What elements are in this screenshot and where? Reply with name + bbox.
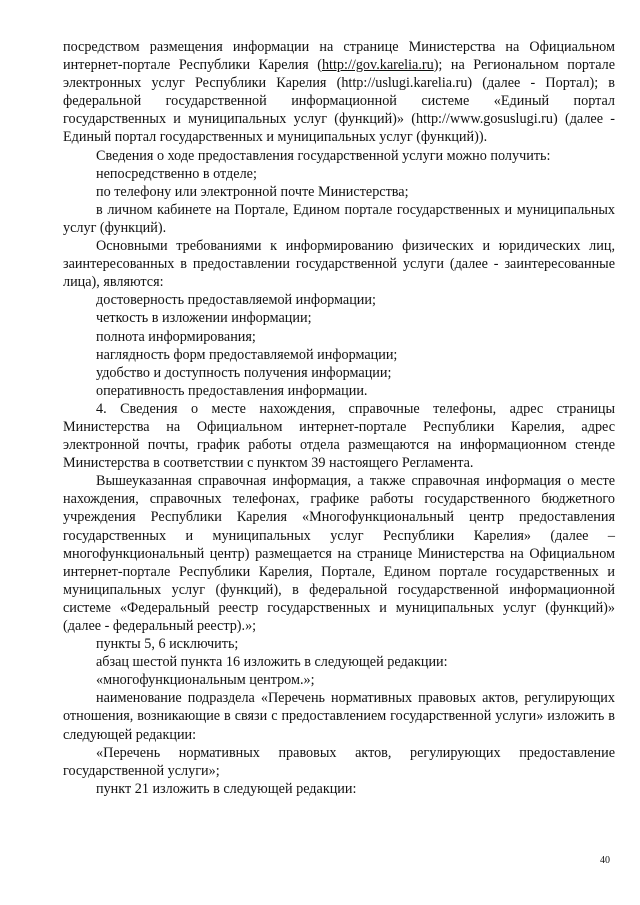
paragraph: Сведения о ходе предоставления государственной услуги можно получить: — [96, 147, 551, 164]
list-item: по телефону или электронной почте Министерства; — [96, 183, 409, 200]
list-item: достоверность предоставляемой информации; — [96, 292, 376, 309]
list-item: оперативность предоставления информации. — [96, 382, 368, 399]
paragraph: Вышеуказанная справочная информация, а также справочная информация о месте нахождения, справочных телефонах, графике работы государственного бюджетного учреждения Республики Карелия «Многофункциональный центр предоставления государственных и муниципальных услуг Республики Карелия» (далее – многофункциональный центр) размещается на странице Министерства на Официальном интернет-портале Республики Карелия, Портале, Едином портале государственных и муниципальных услуг (функций), в федеральной государственной информационной системе «Федеральный реестр государственных и муниципальных услуг (функций)» (далее - федеральный реестр).»; — [63, 473, 615, 634]
paragraph: 4. Сведения о месте нахождения, справочные телефоны, адрес страницы Министерства на Официальном интернет-портале Республики Карелия, адрес электронной почты, график работы отдела размещаются на информационном стенде Министерства в соответствии с пунктом 39 настоящего Регламента. — [63, 400, 615, 472]
text-run: ); на Региональном портале электронных услуг Республики Карелия (http://uslugi.karelia.ru) (далее - Портал); в федеральной государственной информационной системе «Единый портал государственных и муниципальных услуг (функций)» (http://www.gosuslugi.ru) (далее - Единый портал государственных и муниципальных услуг (функций)). — [63, 57, 615, 146]
paragraph — [63, 38, 615, 147]
paragraph: пункты 5, 6 исключить; — [96, 636, 239, 653]
paragraph: «многофункциональным центром.»; — [96, 672, 315, 689]
list-item: непосредственно в отделе; — [96, 165, 257, 182]
paragraph: пункт 21 изложить в следующей редакции: — [96, 780, 357, 797]
paragraph: наименование подраздела «Перечень нормативных правовых актов, регулирующих отношения, возникающие в связи с предоставлением государственной услуги» изложить в следующей редакции: — [63, 690, 615, 743]
list-item: четкость в изложении информации; — [96, 310, 312, 327]
list-item: наглядность форм предоставляемой информации; — [96, 346, 398, 363]
list-item: удобство и доступность получения информации; — [96, 364, 392, 381]
karelia-gov-link[interactable]: http://gov.karelia.ru — [321, 57, 434, 74]
paragraph: абзац шестой пункта 16 изложить в следующей редакции: — [96, 654, 448, 671]
paragraph: Основными требованиями к информированию физических и юридических лиц, заинтересованных в предоставлении государственной услуги (далее - заинтересованные лица), являются: — [63, 238, 615, 291]
list-item: в личном кабинете на Портале, Едином портале государственных и муниципальных услуг (функций). — [63, 201, 615, 236]
document-body — [63, 38, 615, 798]
paragraph: «Перечень нормативных правовых актов, регулирующих предоставление государственной услуги»; — [63, 744, 615, 779]
list-item: полнота информирования; — [96, 328, 256, 345]
page-number: 40 — [600, 855, 610, 866]
text-run: посредством размещения информации на странице Министерства на Официальном интернет-портале Республики Карелия ( — [63, 39, 615, 74]
